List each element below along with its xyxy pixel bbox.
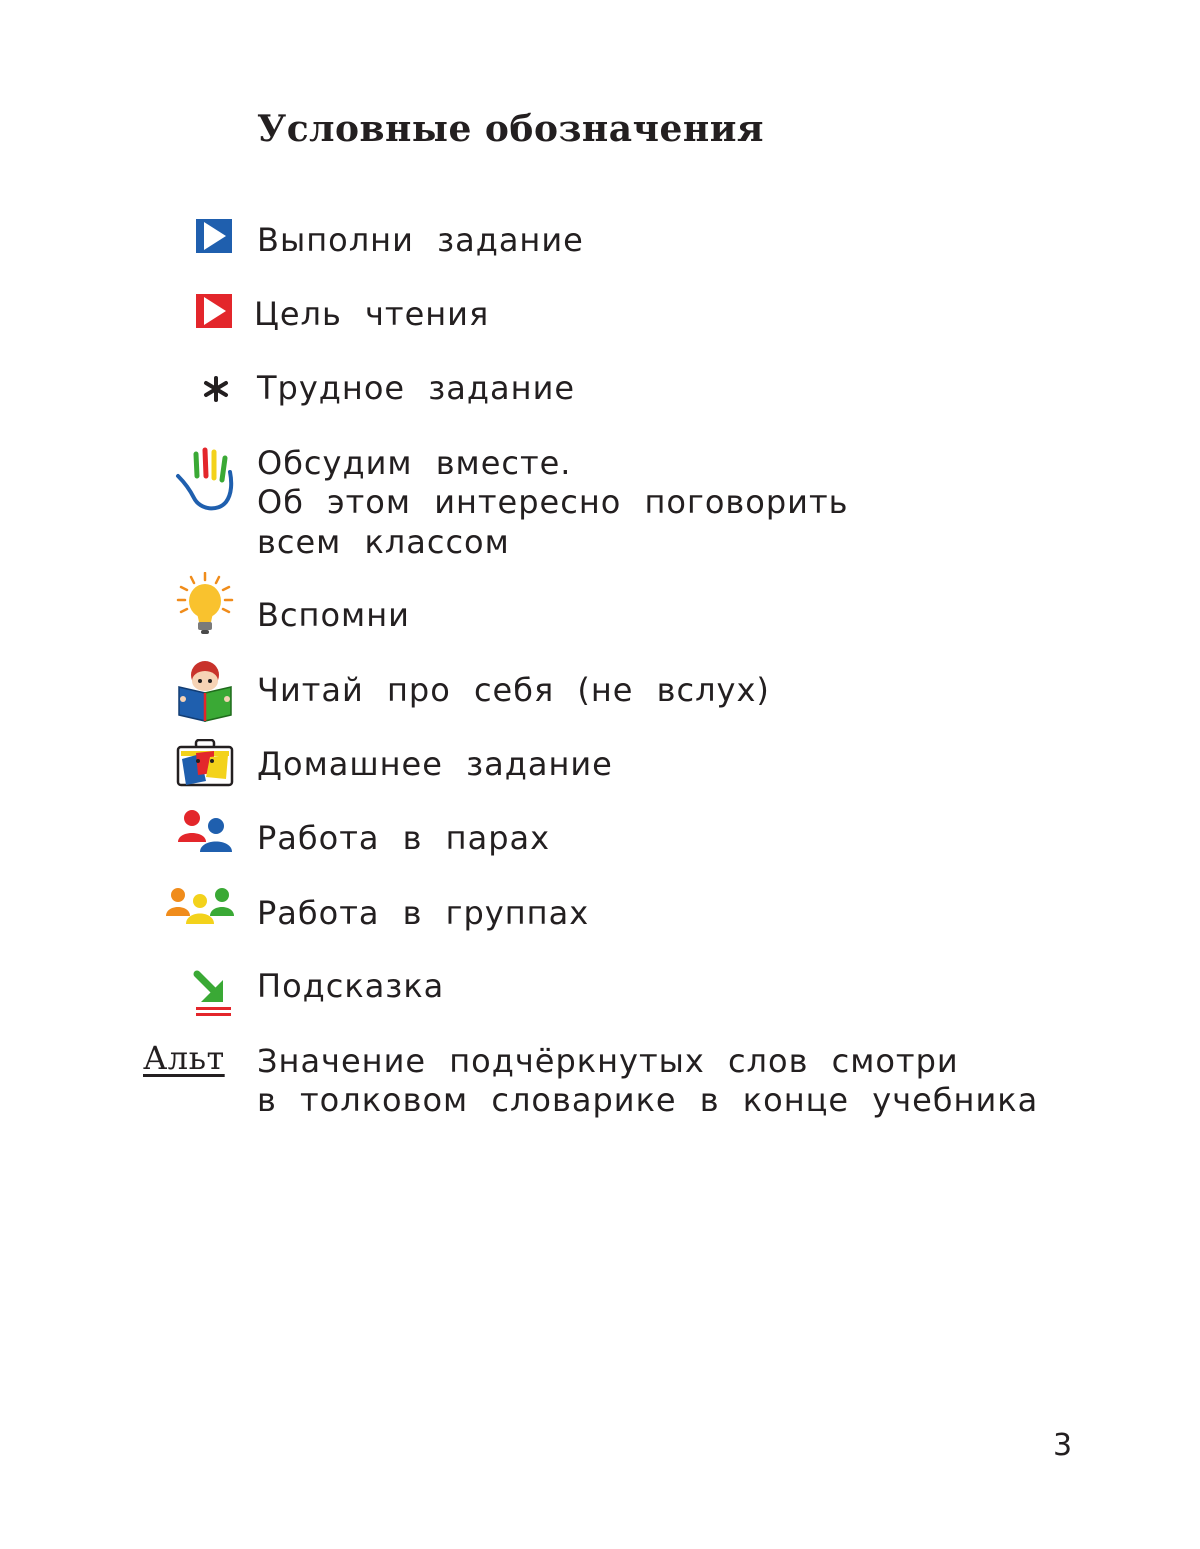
legend-label: Работа в группах xyxy=(257,894,590,932)
reading-child-icon xyxy=(177,659,233,723)
hint-arrow-icon xyxy=(193,970,233,1018)
light-bulb-icon xyxy=(176,572,234,638)
red-triangle-icon xyxy=(196,294,232,328)
legend-label: Вспомни xyxy=(257,596,410,634)
legend-label: Трудное задание xyxy=(257,369,576,407)
legend-label: Об этом интересно поговорить xyxy=(257,483,849,521)
legend-label: Работа в парах xyxy=(257,819,551,857)
group-icon xyxy=(166,886,234,926)
legend-label: Цель чтения xyxy=(254,295,490,333)
legend-label: в толковом словарике в конце учебника xyxy=(257,1081,1039,1119)
legend-label: Обсудим вместе. xyxy=(257,444,572,482)
legend-label: Значение подчёркнутых слов смотри xyxy=(257,1042,959,1080)
asterisk-icon xyxy=(203,376,229,402)
legend-label: Домашнее задание xyxy=(257,745,613,783)
briefcase-icon xyxy=(176,739,234,787)
legend-label: Подсказка xyxy=(257,967,445,1005)
legend-label: всем классом xyxy=(257,523,510,561)
legend-label: Выполни задание xyxy=(257,221,584,259)
hand-icon xyxy=(174,446,234,514)
underlined-word-sample: Альт xyxy=(143,1039,225,1077)
pair-icon xyxy=(176,808,234,854)
blue-triangle-icon xyxy=(196,219,232,253)
legend-label: Читай про себя (не вслух) xyxy=(257,671,770,709)
page-number: 3 xyxy=(1053,1428,1073,1463)
page-title: Условные обозначения xyxy=(257,108,765,150)
